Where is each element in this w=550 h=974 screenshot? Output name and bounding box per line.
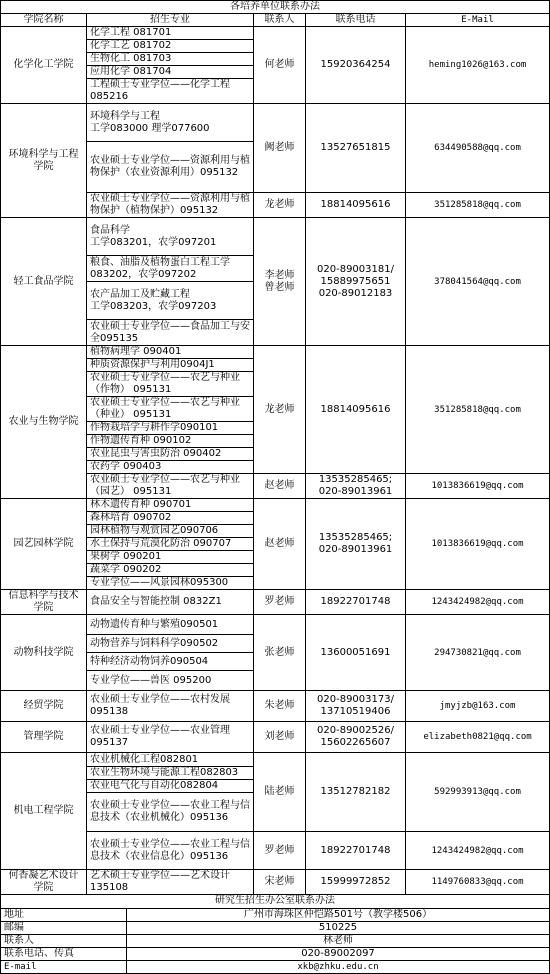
college-name: 轻工食品学院 bbox=[1, 218, 87, 346]
contact-email: jmyjzb@163.com bbox=[406, 691, 550, 722]
major-item: 艺术硕士专业学位——艺术设计135108 bbox=[87, 870, 254, 895]
table-row bbox=[1, 870, 550, 895]
contact-email: 351285818@qq.com bbox=[406, 193, 550, 218]
contact-email: 378041564@qq.com bbox=[406, 218, 550, 346]
table-row bbox=[1, 753, 550, 767]
major-item: 农产品加工及贮藏工程 工学083203，农学097203 bbox=[87, 282, 254, 320]
major-item: 生物化工 081703 bbox=[87, 53, 254, 66]
major-item: 农业硕士专业学位——农艺与种业（园艺） 095131 bbox=[87, 474, 254, 499]
contact-person: 龙老师 bbox=[254, 346, 306, 474]
major-item: 农业昆虫与害虫防治 090402 bbox=[87, 448, 254, 461]
major-item: 园林植物与观赏园艺090706 bbox=[87, 525, 254, 538]
contact-phone: 18922701748 bbox=[306, 832, 406, 870]
table-row bbox=[1, 27, 550, 40]
major-item: 农业硕士专业学位——农业工程与信息技术（农业机械化）095136 bbox=[87, 793, 254, 832]
header-contact: 联系人 bbox=[254, 14, 306, 27]
office-row bbox=[1, 921, 550, 934]
major-item: 化学工程 081701 bbox=[87, 27, 254, 40]
office-contact-value: 林老师 bbox=[127, 934, 550, 947]
major-item: 农药学 090403 bbox=[87, 461, 254, 474]
table-row bbox=[1, 590, 550, 615]
contact-person: 何老师 bbox=[254, 27, 306, 104]
major-item: 农业机械化工程082801 bbox=[87, 753, 254, 767]
header-email: E-Mail bbox=[406, 14, 550, 27]
office-phone-label: 联系电话、传真 bbox=[1, 947, 127, 960]
major-item: 农业硕士专业学位——农业工程与信息技术（农业信息化）095136 bbox=[87, 832, 254, 870]
contact-phone: 18814095616 bbox=[306, 346, 406, 474]
office-title: 研究生招生办公室联系办法 bbox=[1, 895, 550, 908]
major-item: 农业电气化与自动化082804 bbox=[87, 780, 254, 793]
header-phone: 联系电话 bbox=[306, 14, 406, 27]
college-name: 机电工程学院 bbox=[1, 753, 87, 870]
contact-phone: 020-89003181/ 15889975651 020-89012183 bbox=[306, 218, 406, 346]
major-item: 特种经济动物饲养090504 bbox=[87, 653, 254, 671]
office-email-label: E-mail bbox=[1, 960, 127, 973]
table-row bbox=[1, 499, 550, 512]
college-name: 化学化工学院 bbox=[1, 27, 87, 104]
table-row bbox=[1, 722, 550, 753]
header-row bbox=[1, 14, 550, 27]
contact-email: 351285818@qq.com bbox=[406, 346, 550, 474]
major-item: 农业硕士专业学位——食品加工与安全095135 bbox=[87, 320, 254, 346]
contact-phone: 18814095616 bbox=[306, 193, 406, 218]
major-item: 农业硕士专业学位——农艺与种业（作物） 095131 bbox=[87, 372, 254, 397]
contact-phone: 13535285465; 020-89013961 bbox=[306, 499, 406, 590]
major-item: 农业硕士专业学位——农业管理095137 bbox=[87, 722, 254, 753]
contact-phone: 18922701748 bbox=[306, 590, 406, 615]
college-name: 何香凝艺术设计学院 bbox=[1, 870, 87, 895]
contact-phone: 020-89003173/ 13710519406 bbox=[306, 691, 406, 722]
table-row bbox=[1, 104, 550, 142]
office-address-value: 广州市海珠区仲恺路501号（教学楼506） bbox=[127, 908, 550, 921]
college-name: 农业与生物学院 bbox=[1, 346, 87, 499]
major-item: 工程硕士专业学位——化学工程 085216 bbox=[87, 79, 254, 104]
contact-phone: 13600051691 bbox=[306, 615, 406, 691]
contact-phone: 13527651815 bbox=[306, 104, 406, 193]
college-name: 信息科学与技术学院 bbox=[1, 590, 87, 615]
header-major: 招生专业 bbox=[87, 14, 254, 27]
office-phone-value: 020-89002097 bbox=[127, 947, 550, 960]
table-row bbox=[1, 346, 550, 359]
college-name: 经贸学院 bbox=[1, 691, 87, 722]
contact-phone: 15999972852 bbox=[306, 870, 406, 895]
table-row bbox=[1, 615, 550, 635]
contact-person: 陆老师 bbox=[254, 753, 306, 832]
office-table bbox=[0, 895, 550, 974]
major-item: 粮食、油脂及植物蛋白工程工学083202，农学097202 bbox=[87, 256, 254, 282]
major-item: 应用化学 081704 bbox=[87, 66, 254, 79]
contact-phone: 020-89002526/ 15602265607 bbox=[306, 722, 406, 753]
office-postcode-label: 邮编 bbox=[1, 921, 127, 934]
major-item: 农业生物环境与能源工程082803 bbox=[87, 767, 254, 780]
contact-person: 龙老师 bbox=[254, 193, 306, 218]
major-item: 食品科学 工学083201，农学097201 bbox=[87, 218, 254, 256]
contact-person: 罗老师 bbox=[254, 590, 306, 615]
contact-email: 1013836619@qq.com bbox=[406, 499, 550, 590]
major-item: 森林培育 090702 bbox=[87, 512, 254, 525]
contact-email: 1013836619@qq.com bbox=[406, 474, 550, 499]
contact-table-body bbox=[1, 1, 550, 895]
contact-email: 294730821@qq.com bbox=[406, 615, 550, 691]
table-row bbox=[1, 218, 550, 256]
header-college: 学院名称 bbox=[1, 14, 87, 27]
major-item: 作物遗传育种 090102 bbox=[87, 435, 254, 448]
office-contact-label: 联系人 bbox=[1, 934, 127, 947]
office-row bbox=[1, 908, 550, 921]
major-item: 化学工艺 081702 bbox=[87, 40, 254, 53]
major-item: 环境科学与工程 工学083000 理学077600 bbox=[87, 104, 254, 142]
major-item: 动物营养与饲料科学090502 bbox=[87, 635, 254, 653]
office-table-body bbox=[1, 895, 550, 973]
college-name: 环境科学与工程学院 bbox=[1, 104, 87, 218]
contact-person: 赵老师 bbox=[254, 474, 306, 499]
major-item: 蔬菜学 090202 bbox=[87, 564, 254, 577]
contact-email: 1149760833@qq.com bbox=[406, 870, 550, 895]
contact-person: 阙老师 bbox=[254, 104, 306, 193]
contact-person: 李老师 曾老师 bbox=[254, 218, 306, 346]
major-item: 植物病理学 090401 bbox=[87, 346, 254, 359]
contact-phone: 13535285465; 020-89013961 bbox=[306, 474, 406, 499]
contact-email: 634490588@qq.com bbox=[406, 104, 550, 193]
major-item: 果树学 090201 bbox=[87, 551, 254, 564]
major-item: 专业学位——风景园林095300 bbox=[87, 577, 254, 590]
major-item: 林木遗传育种 090701 bbox=[87, 499, 254, 512]
office-email-value: xkb@zhku.edu.cn bbox=[127, 960, 550, 973]
contact-email: 1243424982@qq.com bbox=[406, 832, 550, 870]
contact-phone: 13512782182 bbox=[306, 753, 406, 832]
major-item: 食品安全与智能控制 0832Z1 bbox=[87, 590, 254, 615]
major-item: 农业硕士专业学位——资源利用与植物保护（农业资源利用）095132 bbox=[87, 142, 254, 193]
major-item: 作物栽培学与耕作学090101 bbox=[87, 422, 254, 435]
major-item: 种质资源保护与利用0904J1 bbox=[87, 359, 254, 372]
college-name: 园艺园林学院 bbox=[1, 499, 87, 590]
contact-person: 赵老师 bbox=[254, 499, 306, 590]
college-name: 管理学院 bbox=[1, 722, 87, 753]
office-postcode-value: 510225 bbox=[127, 921, 550, 934]
office-address-label: 地址 bbox=[1, 908, 127, 921]
major-item: 农业硕士专业学位——资源利用与植物保护（植物保护）095132 bbox=[87, 193, 254, 218]
contact-person: 张老师 bbox=[254, 615, 306, 691]
contact-person: 宋老师 bbox=[254, 870, 306, 895]
major-item: 动物遗传育种与繁殖090501 bbox=[87, 615, 254, 635]
contact-email: elizabeth0821@qq.com bbox=[406, 722, 550, 753]
major-item: 农业硕士专业学位——农村发展095138 bbox=[87, 691, 254, 722]
contact-email: 1243424982@qq.com bbox=[406, 590, 550, 615]
contact-email: heming1026@163.com bbox=[406, 27, 550, 104]
college-name: 动物科技学院 bbox=[1, 615, 87, 691]
major-item: 农业硕士专业学位——农艺与种业（种业） 095131 bbox=[87, 397, 254, 422]
major-item: 水土保持与荒漠化防治 090707 bbox=[87, 538, 254, 551]
office-row bbox=[1, 960, 550, 973]
office-row bbox=[1, 947, 550, 960]
contact-person: 罗老师 bbox=[254, 832, 306, 870]
major-item: 专业学位——兽医 095200 bbox=[87, 671, 254, 691]
contact-person: 刘老师 bbox=[254, 722, 306, 753]
table-row bbox=[1, 691, 550, 722]
contact-email: 592993913@qq.com bbox=[406, 753, 550, 832]
contact-phone: 15920364254 bbox=[306, 27, 406, 104]
contact-person: 朱老师 bbox=[254, 691, 306, 722]
table-title: 各培养单位联系办法 bbox=[1, 1, 550, 14]
office-row bbox=[1, 934, 550, 947]
